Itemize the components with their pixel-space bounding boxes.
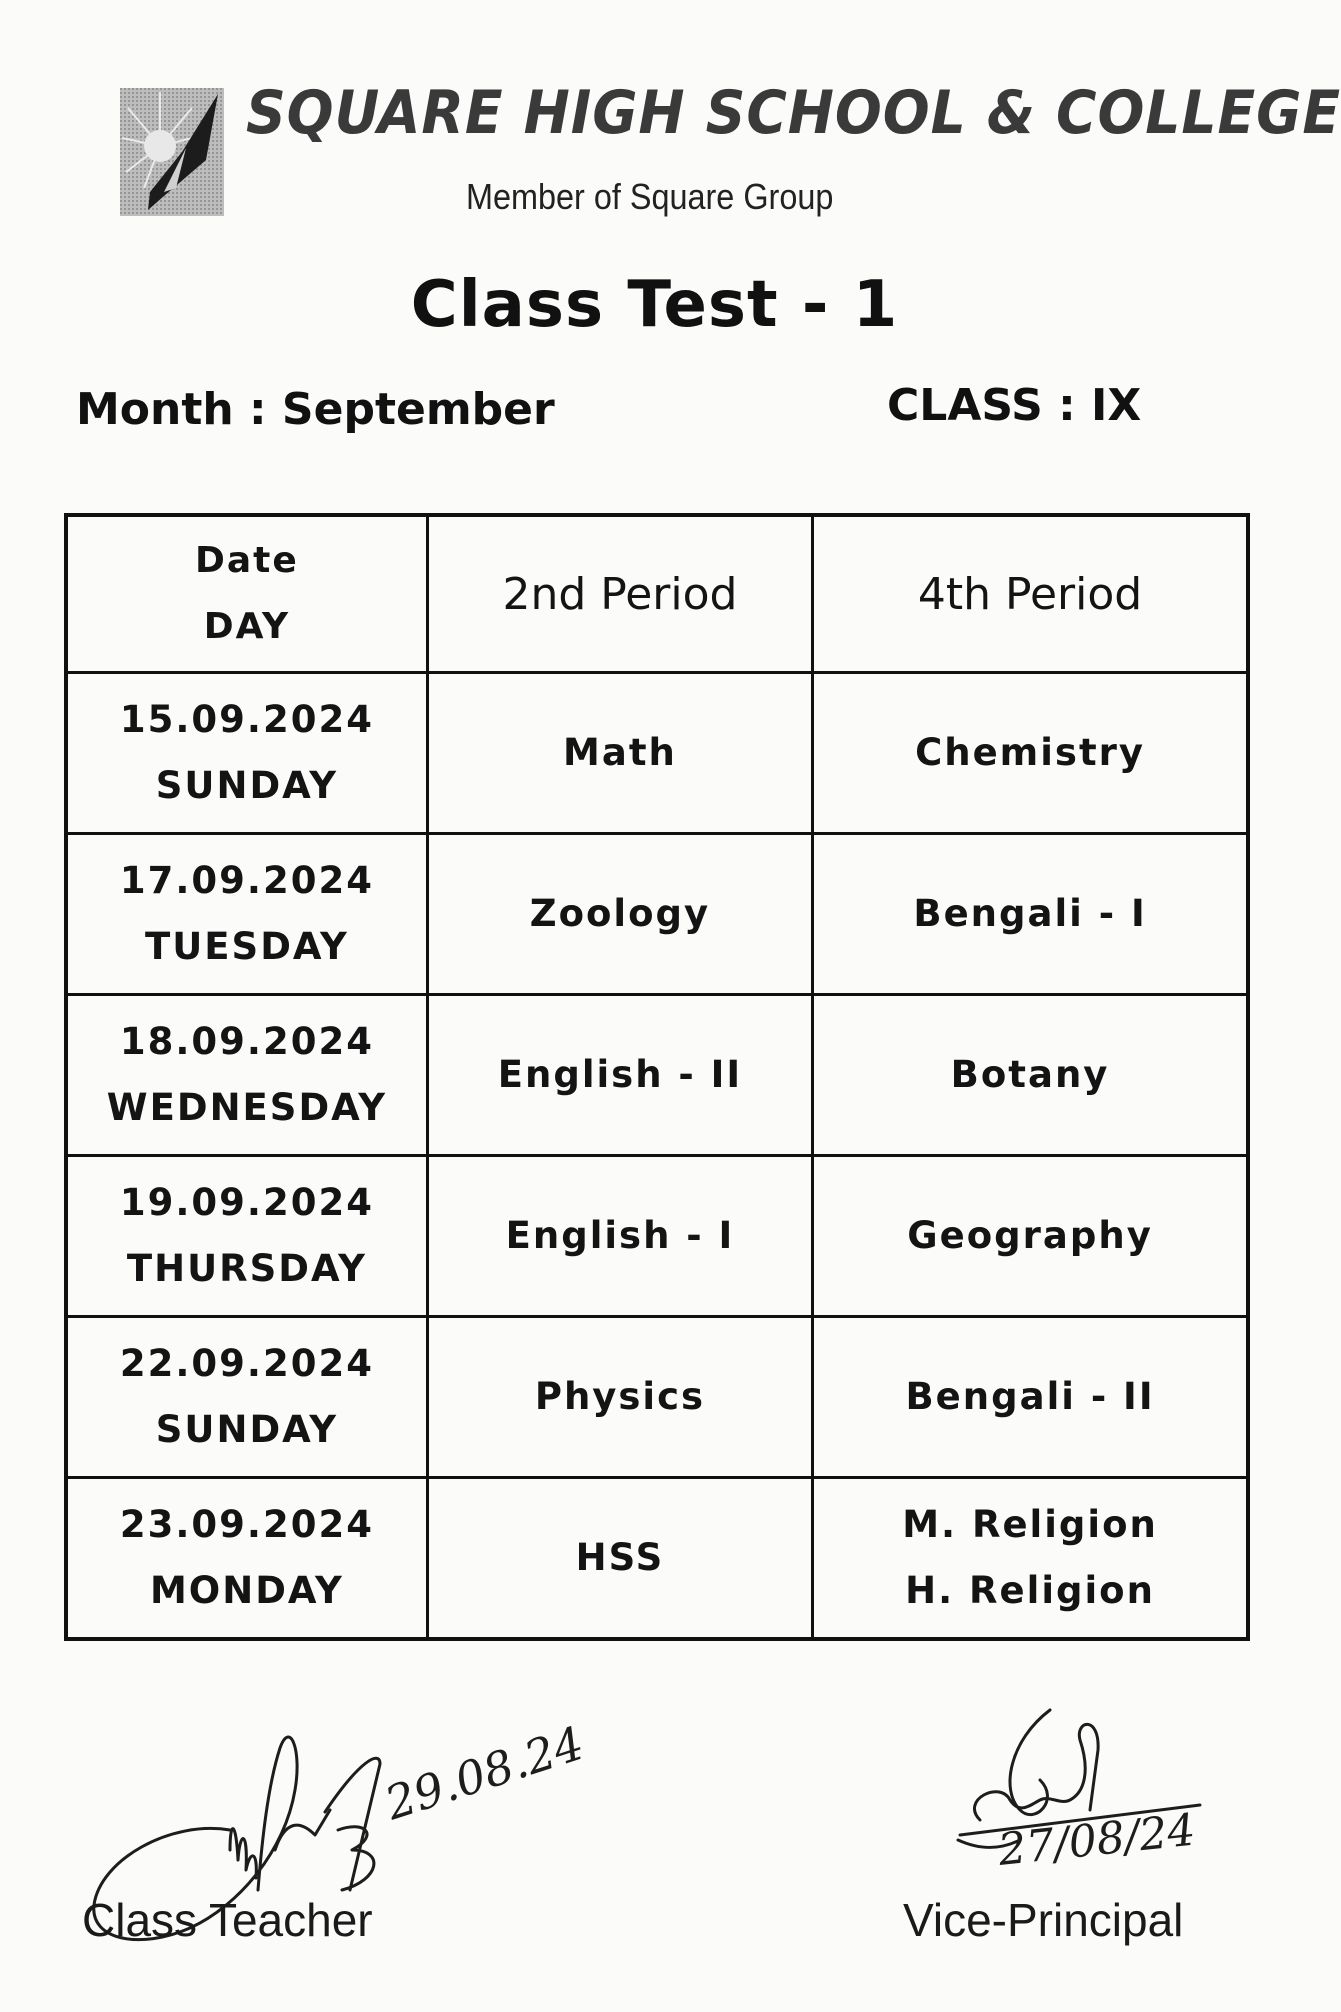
header-day-label: DAY: [203, 606, 291, 647]
exam-date: 19.09.2024: [119, 1181, 374, 1224]
period4-cell: [813, 834, 1248, 995]
date-day-cell: [66, 1478, 427, 1640]
school-name: SQUARE HIGH SCHOOL & COLLEGE: [246, 78, 1341, 148]
exam-date: 22.09.2024: [119, 1342, 374, 1385]
exam-day: THURSDAY: [126, 1247, 367, 1290]
exam-date: 23.09.2024: [119, 1503, 374, 1546]
period2-subject: Math: [427, 673, 812, 834]
table-row: [66, 1317, 1248, 1478]
exam-day: SUNDAY: [155, 764, 339, 807]
period4-subject: Bengali - II: [905, 1375, 1155, 1418]
period4-cell: [813, 995, 1248, 1156]
school-logo: [120, 88, 224, 216]
exam-date: 15.09.2024: [119, 698, 374, 741]
exam-schedule-table: [64, 513, 1250, 1641]
header-date-label: Date: [195, 540, 299, 581]
date-day-cell: [66, 673, 427, 834]
table-row: [66, 673, 1248, 834]
exam-day: WEDNESDAY: [106, 1086, 388, 1129]
vice-principal-signature: [940, 1700, 1240, 1890]
table-row: [66, 1156, 1248, 1317]
header-2nd-period: 2nd Period: [427, 515, 812, 673]
month-label: Month : September: [76, 384, 555, 435]
date-day-cell: [66, 1156, 427, 1317]
exam-date: 18.09.2024: [119, 1020, 374, 1063]
period2-subject: English - I: [427, 1156, 812, 1317]
period4-cell: [813, 1156, 1248, 1317]
school-subtitle: Member of Square Group: [466, 176, 834, 217]
period4-subject: M. Religion: [902, 1503, 1158, 1546]
period4-subject: Botany: [950, 1053, 1110, 1096]
table-row: [66, 995, 1248, 1156]
vice-principal-label: Vice-Principal: [903, 1894, 1184, 1946]
exam-date: 17.09.2024: [119, 859, 374, 902]
period4-subject: Geography: [907, 1214, 1153, 1257]
class-teacher-date: 29.08.24: [378, 1715, 591, 1831]
date-day-cell: [66, 834, 427, 995]
exam-day: SUNDAY: [155, 1408, 339, 1451]
date-day-cell: [66, 1317, 427, 1478]
period2-subject: Zoology: [427, 834, 812, 995]
period4-cell: [813, 673, 1248, 834]
header-date-day: [66, 515, 427, 673]
exam-day: TUESDAY: [145, 925, 349, 968]
period4-cell: [813, 1317, 1248, 1478]
table-header-row: [66, 515, 1248, 673]
period4-subject: Chemistry: [915, 731, 1145, 774]
exam-day: MONDAY: [149, 1569, 344, 1612]
page-title: Class Test - 1: [410, 268, 899, 342]
period4-subject: Bengali - I: [913, 892, 1147, 935]
vice-principal-date: 27/08/24: [995, 1804, 1198, 1876]
period4-cell: [813, 1478, 1248, 1640]
date-day-cell: [66, 995, 427, 1156]
period2-subject: Physics: [427, 1317, 812, 1478]
class-label: CLASS : IX: [887, 380, 1142, 431]
period2-subject: HSS: [427, 1478, 812, 1640]
period2-subject: English - II: [427, 995, 812, 1156]
table-row: [66, 834, 1248, 995]
table-row: [66, 1478, 1248, 1640]
header-4th-period: 4th Period: [813, 515, 1248, 673]
period4-subject-line2: H. Religion: [905, 1569, 1155, 1612]
class-teacher-label: Class Teacher: [82, 1894, 373, 1946]
